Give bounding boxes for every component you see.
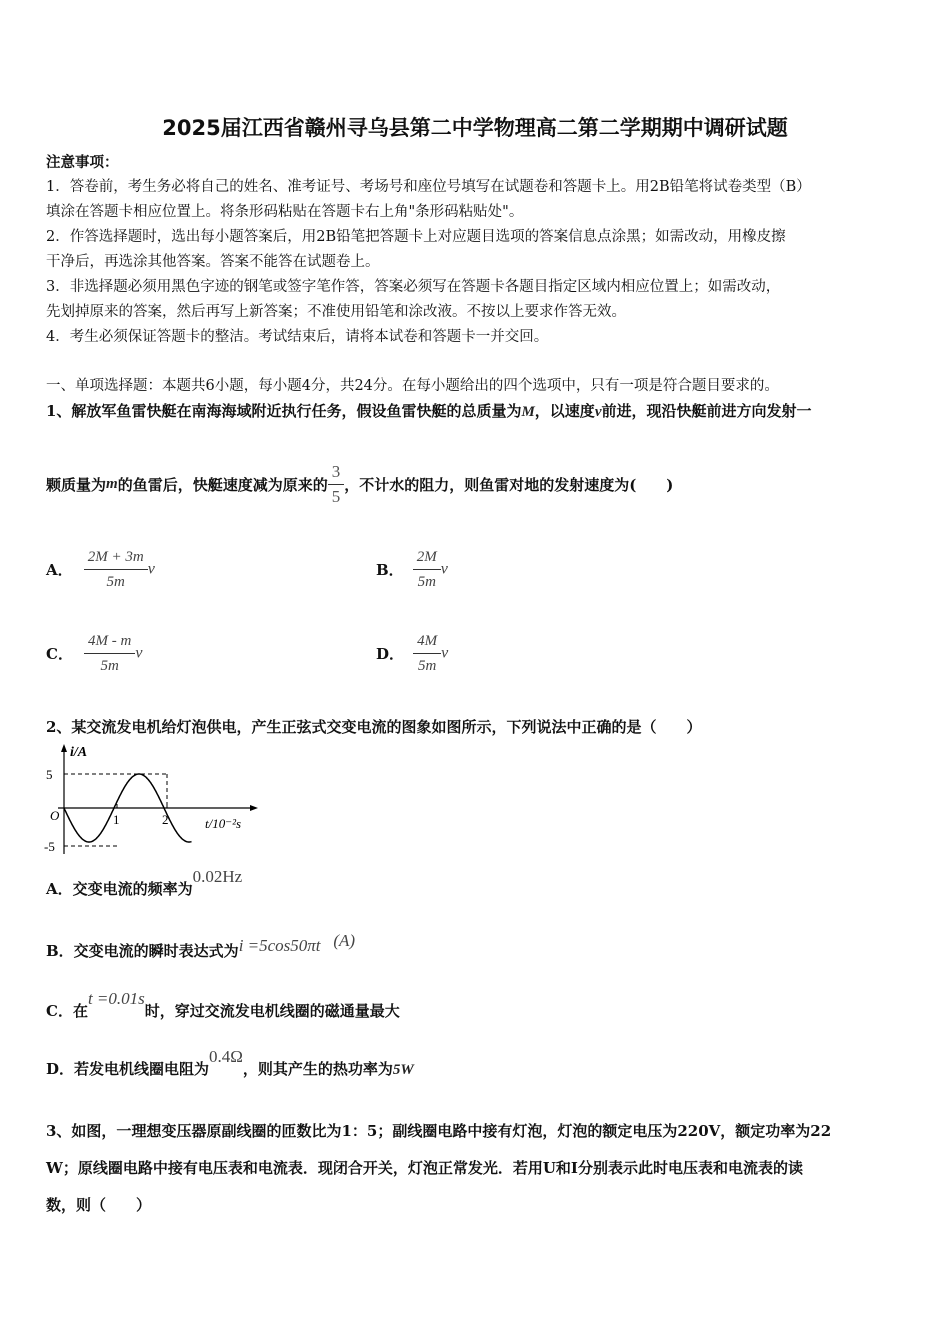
q2-option-d[interactable]: D．若发电机线圈电阻为0.4Ω，则其产生的热功率为5W: [46, 1047, 414, 1078]
origin-label: O: [50, 808, 60, 823]
q1-option-d[interactable]: D． $\frac{4M}{5m}$ v: [376, 629, 448, 678]
q3-stem-line3: 数，则（ ）: [46, 1196, 152, 1214]
x-axis-label: t/10⁻²s: [205, 816, 242, 831]
q3-stem-line2: W；原线圈电路中接有电压表和电流表．现闭合开关，灯泡正常发光．若用U和I分别表示此时电压表和电流表的读: [46, 1159, 803, 1177]
q2-option-c[interactable]: C．在t =0.01s时，穿过交流发电机线圈的磁通量最大: [46, 989, 400, 1020]
notice-line: 4．考生必须保证答题卡的整洁。考试结束后，请将本试卷和答题卡一并交回。: [46, 329, 549, 345]
y-min-label: -5: [44, 839, 55, 854]
y-axis-label: i/A: [70, 745, 88, 760]
notice-line: 1．答卷前，考生务必将自己的姓名、准考证号、考场号和座位号填写在试题卷和答题卡上。用2B铅笔将试卷类型（B）: [46, 179, 811, 195]
y-axis-arrow: [61, 744, 67, 752]
notice-heading: 注意事项：: [46, 154, 119, 171]
q2-option-b[interactable]: B．交变电流的瞬时表达式为i =5cos50πt (A): [46, 931, 356, 960]
notice-line: 2．作答选择题时，选出每小题答案后，用2B铅笔把答题卡上对应题目选项的答案信息点涂黑；如需改动，用橡皮擦: [46, 229, 786, 245]
notice-line: 3．非选择题必须用黑色字迹的钢笔或签字笔作答，答案必须写在答题卡各题目指定区域内相应位置上；如需改动，: [46, 279, 781, 295]
current-graph: [40, 742, 260, 860]
q2-option-a[interactable]: A．交变电流的频率为0.02Hz: [46, 867, 243, 898]
y-max-label: 5: [46, 767, 53, 782]
q1-option-c[interactable]: C． $\frac{4M - m}{5m}$ v: [46, 629, 142, 678]
q1-option-a[interactable]: A． $\frac{2M + 3m}{5m}$ v: [46, 545, 155, 594]
q1-stem-line1: 1、解放军鱼雷快艇在南海海域附近执行任务，假设鱼雷快艇的总质量为M，以速度v前进，现沿快艇前进方向发射一: [46, 402, 812, 420]
notice-line: 填涂在答题卡相应位置上。将条形码粘贴在答题卡右上角"条形码粘贴处"。: [46, 204, 524, 220]
notice-line: 先划掉原来的答案，然后再写上新答案；不准使用铅笔和涂改液。不按以上要求作答无效。: [46, 304, 626, 320]
section-heading: 一、单项选择题：本题共6小题，每小题4分，共24分。在每小题给出的四个选项中，只有一项是符合题目要求的。: [46, 378, 779, 394]
q1-stem-line2: 颗质量为m的鱼雷后，快艇速度减为原来的 $\frac{3}{5}$ ，不计水的阻力，则鱼雷对地的发射速度为( ): [46, 462, 674, 506]
q3-stem-line1: 3、如图，一理想变压器原副线圈的匝数比为1：5；副线圈电路中接有灯泡，灯泡的额定电压为220V，额定功率为22: [46, 1122, 832, 1140]
x-tick-1-label: 1: [113, 812, 120, 827]
page-title: 2025届江西省赣州寻乌县第二中学物理高二第二学期期中调研试题: [162, 116, 788, 140]
x-axis-arrow: [250, 805, 258, 811]
q2-stem: 2、某交流发电机给灯泡供电，产生正弦式交变电流的图象如图所示，下列说法中正确的是（ ）: [46, 718, 702, 736]
q1-option-b[interactable]: B． $\frac{2M}{5m}$ v: [376, 545, 448, 594]
notice-line: 干净后，再选涂其他答案。答案不能答在试题卷上。: [46, 254, 380, 270]
x-tick-2-label: 2: [162, 812, 169, 827]
